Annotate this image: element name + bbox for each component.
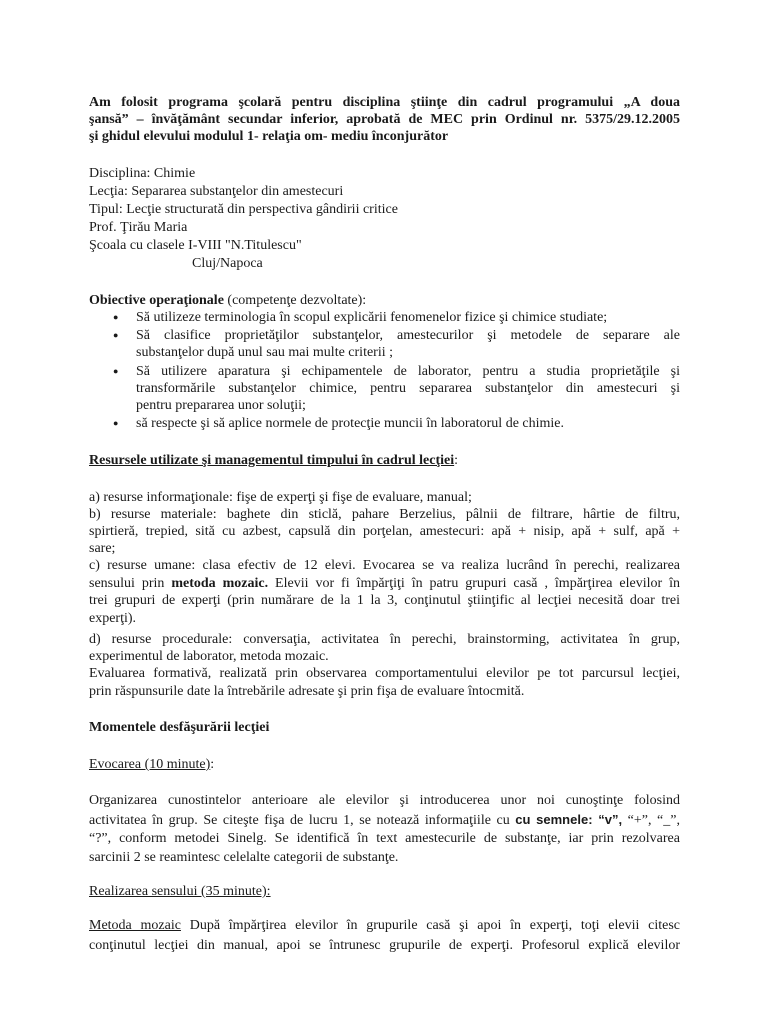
bullet-icon: ●	[113, 330, 119, 340]
objectives-heading-rest: (competenţe dezvoltate):	[223, 293, 367, 308]
evocarea-line-2-pre: activitatea în grup. Se citeşte fişa de lucru 1, se notează informaţiile cu	[89, 813, 516, 828]
bullet-icon: ●	[113, 366, 119, 376]
header-line-1: Am folosit programa şcolară pentru disciplina ştiinţe din cadrul programului „A doua	[89, 95, 680, 110]
mozaic-paragraph-line-2: conţinutul lecţiei din manual, apoi se întrunesc grupurile de experţi. Profesorul explică elevilor	[89, 938, 680, 953]
resource-c-line-2-pre: sensului prin	[89, 576, 172, 591]
mozaic-line-1-post: După împărţirea elevilor în grupurile casă şi apoi în experţi, toţi elevii citesc	[180, 918, 681, 933]
resource-a: a) resurse informaţionale: fişe de experţi şi fişe de evaluare, manual;	[89, 490, 472, 505]
resource-b-line-1: b) resurse materiale: baghete din sticlă, pahare Berzelius, pâlnii de filtrare, hârtie de filtru,	[89, 507, 680, 522]
resource-b-line-2: spirtieră, trepied, sită cu azbest, capsulă din porţelan, amestecuri: apă + nisip, apă + sulf, apă +	[89, 524, 680, 539]
resource-c-line-2-post: Elevii vor fi împărţiţi în patru grupuri casă , împărţirea elevilor în	[268, 576, 680, 591]
city: Cluj/Napoca	[192, 256, 263, 271]
evocarea-paragraph-line-4: sarcinii 2 se reamintesc celelalte categorii de substanţe.	[89, 850, 399, 865]
evocarea-line-2-post: “+”, “_”,	[622, 813, 680, 828]
header-line-2: şansă” – învăţământ secundar inferior, aprobată de MEC prin Ordinul nr. 5375/29.12.2005	[89, 112, 680, 127]
objective-item-3-line-3: pentru prepararea unor soluţii;	[136, 398, 306, 413]
header-line-3: şi ghidul elevului modulul 1- relaţia om- mediu înconjurător	[89, 129, 449, 144]
objective-item-3-line-1: Să utilizere aparatura şi echipamentele de laborator, pentru a studia proprietăţile şi	[136, 364, 680, 379]
evocarea-heading	[89, 756, 214, 773]
signs-label-bold: cu semnele: “v”,	[515, 812, 623, 827]
resources-heading-text: Resursele utilizate şi managementul timpului în cadrul lecţiei	[89, 453, 455, 468]
evaluation-line-2: prin răspunsurile date la întrebările adresate şi prin fişa de evaluare întocmită.	[89, 684, 525, 699]
resource-c-line-3: trei grupuri de experţi (prin numărare de la 1 la 3, conţinutul ştiinţific al lecţiei necesită doar trei	[89, 593, 680, 608]
objectives-heading	[89, 292, 366, 309]
realizarea-heading: Realizarea sensului (35 minute):	[89, 884, 271, 899]
school: Şcoala cu clasele I-VIII "N.Titulescu"	[89, 238, 302, 253]
bullet-icon: ●	[113, 418, 119, 428]
evocarea-paragraph-line-1: Organizarea cunostintelor anterioare ale elevilor şi introducerea unor noi cunoştinţe folosind	[89, 793, 680, 808]
resource-c-line-2	[89, 575, 680, 592]
resource-d-line-1: d) resurse procedurale: conversaţia, activitatea în perechi, brainstorming, activitatea în grup,	[89, 632, 680, 647]
evocarea-paragraph-line-3: “?”, conform metodei Sinelg. Se identifică în text amestecurile de substanţe, iar prin rezolvarea	[89, 831, 680, 846]
objective-item-2-line-1: Să clasifice proprietăţilor substanţelor, amestecurilor şi metodele de separare ale	[136, 328, 680, 343]
resource-c-line-4: experţi).	[89, 611, 137, 626]
mozaic-method-label: Metoda mozaic	[89, 918, 181, 933]
lesson-type: Tipul: Lecţie structurată din perspectiva gândirii critice	[89, 202, 398, 217]
objective-item-2-line-2: substanţelor după unul sau mai multe criterii ;	[136, 345, 393, 360]
resource-d-line-2: experimentul de laborator, metoda mozaic.	[89, 649, 329, 664]
bullet-icon: ●	[113, 312, 119, 322]
resources-heading-colon: :	[454, 453, 459, 468]
objective-item-3-line-2: transformările substanţelor chimice, pentru separarea substanţelor din amestecuri şi	[136, 381, 680, 396]
evocarea-heading-text: Evocarea (10 minute)	[89, 757, 211, 772]
evocarea-heading-colon: :	[210, 757, 215, 772]
resource-b-line-3: sare;	[89, 541, 116, 556]
resource-c-line-1: c) resurse umane: clasa efectiv de 12 elevi. Evocarea se va realiza lucrând în perechi, realizarea	[89, 558, 680, 573]
evocarea-paragraph-line-2	[89, 811, 680, 829]
lesson-title: Lecţia: Separarea substanţelor din amestecuri	[89, 184, 344, 199]
moments-heading: Momentele desfăşurării lecţiei	[89, 720, 270, 735]
objectives-heading-bold: Obiective operaţionale	[89, 293, 224, 308]
mozaic-method-bold: metoda mozaic.	[171, 576, 269, 591]
resources-heading	[89, 452, 458, 469]
objective-item-4: să respecte şi să aplice normele de protecţie muncii în laboratorul de chimie.	[136, 416, 564, 431]
teacher: Prof. Ţirău Maria	[89, 220, 188, 235]
mozaic-paragraph-line-1	[89, 917, 680, 934]
evaluation-line-1: Evaluarea formativă, realizată prin observarea comportamentului elevilor pe tot parcursul lecţiei,	[89, 666, 680, 681]
discipline: Disciplina: Chimie	[89, 166, 196, 181]
objective-item-1: Să utilizeze terminologia în scopul explicării fenomenelor fizice şi chimice studiate;	[136, 310, 608, 325]
